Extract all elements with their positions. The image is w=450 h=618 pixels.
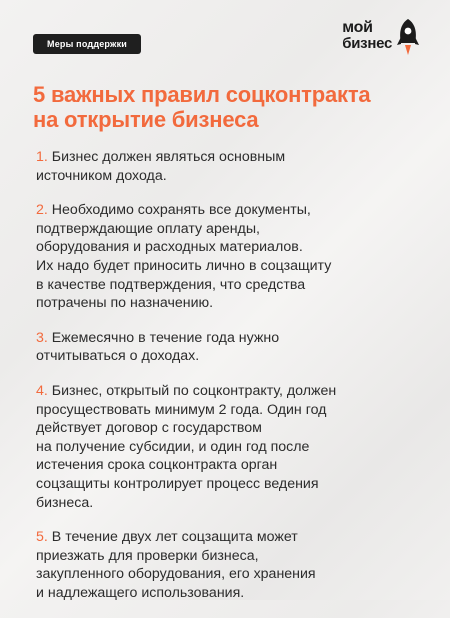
rocket-icon [396,18,420,63]
moi-biznes-logo [342,20,420,63]
rule-item [36,382,426,512]
logo-line-2: бизнес [342,35,392,52]
rule-text: Бизнес должен являться основным источником дохода. [36,149,286,184]
rule-item [36,329,426,366]
rule-item [36,528,426,602]
rule-text: В течение двух лет соцзащита может приезжать для проверки бизнеса, закупленного оборудования, его хранения и надлежащего использования. [36,529,316,601]
rule-number: 4. [36,382,48,399]
rule-item [36,148,426,185]
rule-text: Ежемесячно в течение года нужно отчитываться о доходах. [36,329,280,365]
category-tag: Меры поддержки [33,34,141,54]
rule-item [36,201,426,313]
page-title: 5 важных правил соцконтракта на открытие бизнеса [33,82,371,132]
logo-text [342,20,392,52]
rules-list [36,148,426,618]
rule-number: 5. [36,529,48,546]
rule-number: 1. [36,149,48,165]
logo-line-1: мой [342,19,373,36]
rule-number: 3. [36,329,48,346]
rule-text: Необходимо сохранять все документы, подтверждающие оплату аренды, оборудования и расходных материалов. Их надо будет приносить лично в соцзащиту в качестве подтверждения, что средства потрачены по назначению. [36,202,332,312]
rule-text: Бизнес, открытый по соцконтракту, должен просуществовать минимум 2 года. Один год действует договор с государством на получение субсидии, и один год после истечения срока соцконтракта орган соцзащиты контролирует процесс ведения бизнеса. [36,382,337,511]
rule-number: 2. [36,202,48,219]
